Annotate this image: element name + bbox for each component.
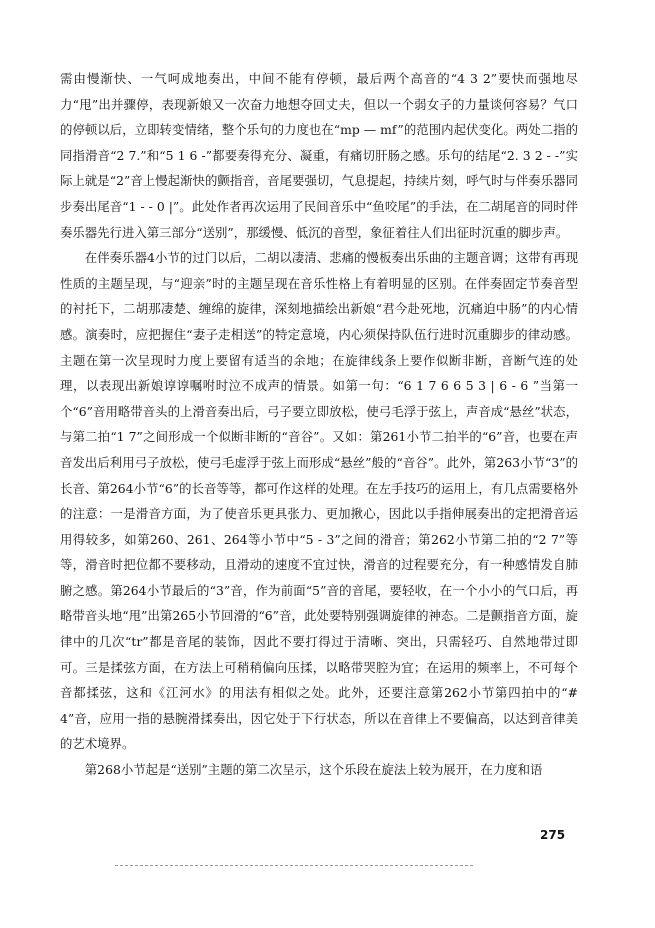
body-text (60, 66, 578, 783)
page-number: 275 (540, 828, 566, 842)
paragraph-2: 在伴奏乐器4小节的过门以后，二胡以凄清、悲痛的慢板奏出乐曲的主题音调；这带有再现性质的主题呈现，与“迎亲”时的主题呈现在音乐性格上有着明显的区别。在伴奏固定节奏音型的衬托下，二胡那凄楚、缠绵的旋律，深刻地描绘出新娘“君今赴死地，沉痛迫中肠”的内心情感。演奏时，应把握住“妻子走相送”的特定意境，内心须保持队伍行进时沉重脚步的律动感。主题在第一次呈现时力度上要留有适当的余地；在旋律线条上要作似断非断，音断气连的处理，以表现出新娘谆谆嘱咐时泣不成声的情景。如第一句：“6 1 7 6 6 5 3 | 6 - 6 ”当第一个“6”音用略带音头的上滑音奏出后，弓子要立即放松，使弓毛浮于弦上，声音成“悬丝”状态，与第二拍“1 7”之间形成一个似断非断的“音谷”。又如：第261小节二拍半的“6”音，也要在声音发出后利用弓子放松，使弓毛虚浮于弦上而形成“悬丝”般的“音谷”。此外，第263小节“3”的长音、第264小节“6”的长音等等，都可作这样的处理。在左手技巧的运用上，有几点需要格外的注意：一是滑音方面，为了使音乐更具张力、更加揪心，因此以手指伸展奏出的定把滑音运用得较多，如第260、261、264等小节中“5 - 3”之间的滑音；第262小节第二拍的“2 7”等等，滑音时把位都不要移动，且滑动的速度不宜过快，滑音的过程要充分，有一种感情发自肺腑之感。第264小节最后的“3”音，作为前面“5”音的音尾，要轻收，在一个小小的气口后，再略带音头地“甩”出第265小节回滑的“6”音，此处要特别强调旋律的神态。二是颤指音方面，旋律中的几次“tr”都是音尾的装饰，因此不要打得过于清晰、突出，只需轻巧、自然地带过即可。三是揉弦方面，在方法上可稍稍偏向压揉，以略带哭腔为宜；在运用的频率上，不可每个音都揉弦，这和《江河水》的用法有相似之处。此外，还要注意第262小节第四拍中的“#4”音，应用一指的悬腕滑揉奏出，因它处于下行状态，所以在音律上不要偏高，以达到音律美的艺术境界。 (60, 250, 578, 752)
paragraph-1: 需由慢渐快、一气呵成地奏出，中间不能有停顿，最后两个高音的“4 3 2”要快而强地尽力“甩”出并骤停，表现新娘又一次奋力地想夺回丈夫，但以一个弱女子的力量谈何容易？气口的停顿以后，立即转变情绪，整个乐句的力度也在“mp — mf”的范围内起伏变化。两处二指的同指滑音“2 7.”和“5 1 6 -”都要奏得充分、凝重，有痛切肝肠之感。乐句的结尾“2. 3 2 - -”实际上就是“2”音上慢起渐快的颤指音，音尾要强切，气息提起，持续片刻，呼气时与伴奏乐器同步奏出尾音“1 - - 0 |”。此处作者再次运用了民间音乐中“鱼咬尾”的手法，在二胡尾音的同时伴奏乐器先行进入第三部分“送别”，那缓慢、低沉的音型，象征着往人们出征时沉重的脚步声。 (60, 71, 578, 240)
paragraph-3: 第268小节起是“送别”主题的第二次呈示，这个乐段在旋法上较为展开，在力度和语 (84, 762, 543, 778)
scan-edge-divider (115, 865, 475, 866)
